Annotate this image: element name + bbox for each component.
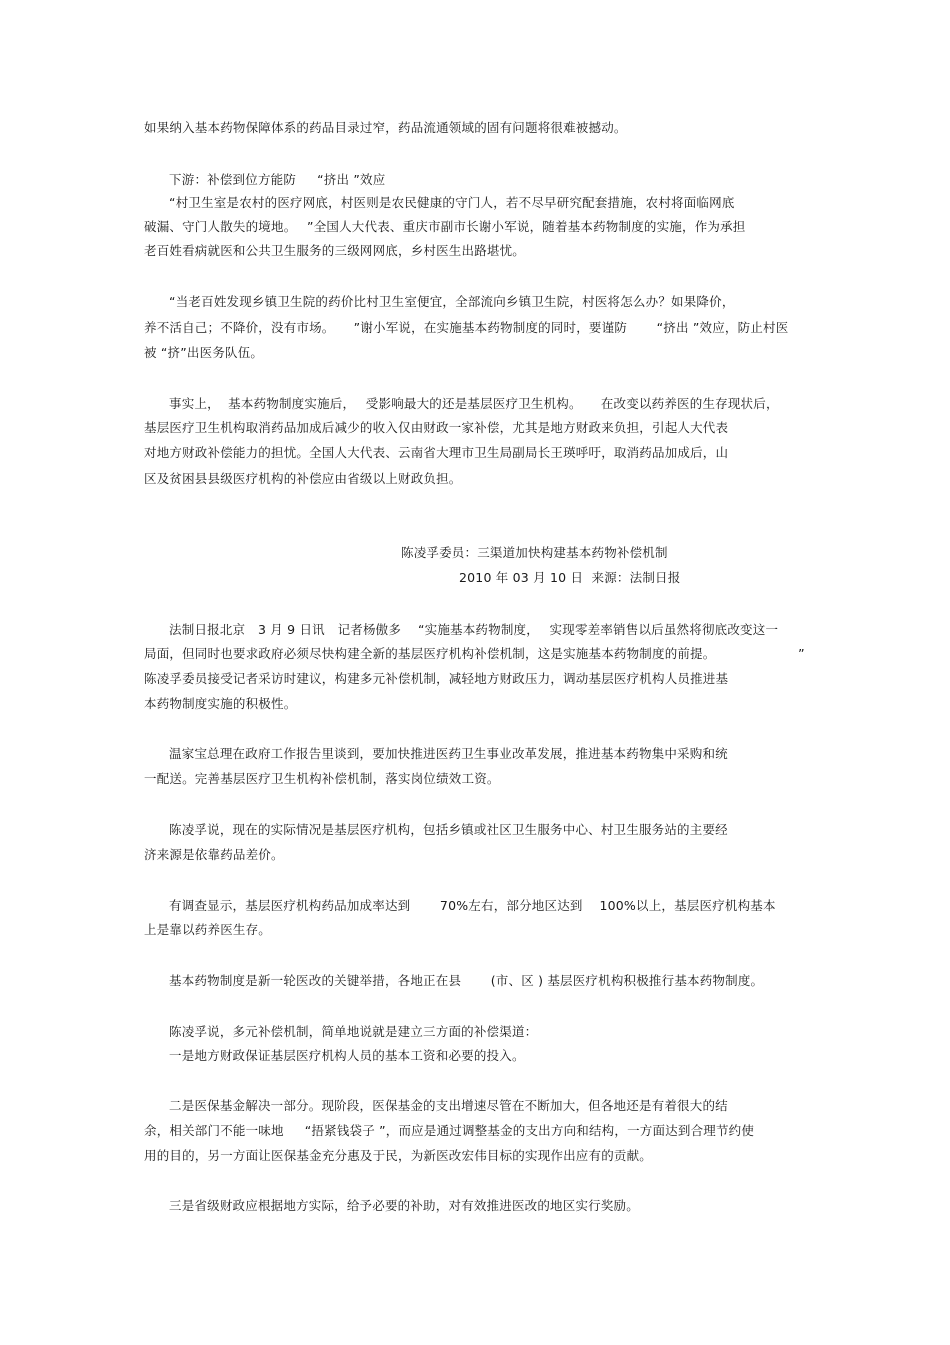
text-line: 区及贫困县县级医疗机构的补偿应由省级以上财政负担。 bbox=[144, 471, 462, 486]
text-line: 余，相关部门不能一味地 “捂紧钱袋子 ”，而应是通过调整基金的支出方向和结构，一方面达到合理节约使 bbox=[144, 1123, 755, 1138]
text-line: 法制日报北京 3 月 9 日讯 记者杨傲多 “实施基本药物制度， 实现零差率销售以后虽然将彻底改变这一 bbox=[144, 622, 779, 637]
text-line: 对地方财政补偿能力的担忧。全国人大代表、云南省大理市卫生局副局长王瑛呼吁，取消药品加成后，山 bbox=[144, 445, 729, 460]
text-line: 破漏、守门人散失的境地。 ”全国人大代表、重庆市副市长谢小军说，随着基本药物制度的实施，作为承担 bbox=[144, 219, 746, 234]
text-line: 如果纳入基本药物保障体系的药品目录过窄，药品流通领域的固有问题将很难被撼动。 bbox=[144, 120, 627, 135]
text-line: 有调查显示，基层医疗机构药品加成率达到 70%左右，部分地区达到 100%以上，基层医疗机构基本 bbox=[144, 898, 776, 913]
text-line: “村卫生室是农村的医疗网底，村医则是农民健康的守门人，若不尽早研究配套措施，农村将面临网底 bbox=[144, 195, 735, 210]
text-line: 被 “挤”出医务队伍。 bbox=[144, 345, 264, 360]
text-line: 事实上， 基本药物制度实施后， 受影响最大的还是基层医疗卫生机构。 在改变以药养医的生存现状后， bbox=[144, 396, 779, 411]
text-line: 局面，但同时也要求政府必须尽快构建全新的基层医疗机构补偿机制，这是实施基本药物制度的前提。 ” bbox=[144, 646, 805, 661]
text-line: 基本药物制度是新一轮医改的关键举措，各地正在县 (市、区 ) 基层医疗机构积极推行基本药物制度。 bbox=[144, 973, 764, 988]
article-dateline: 2010 年 03 月 10 日 来源：法制日报 bbox=[459, 570, 681, 585]
text-line: 二是医保基金解决一部分。现阶段，医保基金的支出增速尽管在不断加大，但各地还是有着很大的结 bbox=[144, 1098, 728, 1113]
text-line: 本药物制度实施的积极性。 bbox=[144, 696, 297, 711]
text-line: 基层医疗卫生机构取消药品加成后减少的收入仅由财政一家补偿，尤其是地方财政来负担，引起人大代表 bbox=[144, 420, 729, 435]
text-line: 一配送。完善基层医疗卫生机构补偿机制，落实岗位绩效工资。 bbox=[144, 771, 500, 786]
text-line: 三是省级财政应根据地方实际，给予必要的补助，对有效推进医改的地区实行奖励。 bbox=[144, 1198, 639, 1213]
text-line: 陈凌孚说，多元补偿机制，简单地说就是建立三方面的补偿渠道： bbox=[144, 1024, 538, 1039]
text-line: 养不活自己；不降价，没有市场。 ”谢小军说，在实施基本药物制度的同时，要谨防 “挤出 ”效应，防止村医 bbox=[144, 320, 789, 335]
text-line: 上是靠以药养医生存。 bbox=[144, 922, 272, 937]
text-line: 济来源是依靠药品差价。 bbox=[144, 847, 284, 862]
text-line: 温家宝总理在政府工作报告里谈到，要加快推进医药卫生事业改革发展，推进基本药物集中采购和统 bbox=[144, 746, 728, 761]
text-line: 用的目的，另一方面让医保基金充分惠及于民，为新医改宏伟目标的实现作出应有的贡献。 bbox=[144, 1148, 653, 1163]
text-line: 陈凌孚委员接受记者采访时建议，构建多元补偿机制，减轻地方财政压力，调动基层医疗机构人员推进基 bbox=[144, 671, 729, 686]
article-title: 陈凌孚委员：三渠道加快构建基本药物补偿机制 bbox=[401, 545, 668, 560]
text-line: 一是地方财政保证基层医疗机构人员的基本工资和必要的投入。 bbox=[144, 1048, 525, 1063]
text-line: 老百姓看病就医和公共卫生服务的三级网网底，乡村医生出路堪忧。 bbox=[144, 243, 526, 258]
section-heading: 下游：补偿到位方能防 “挤出 ”效应 bbox=[144, 172, 386, 187]
text-line: 陈凌孚说，现在的实际情况是基层医疗机构，包括乡镇或社区卫生服务中心、村卫生服务站的主要经 bbox=[144, 822, 728, 837]
text-line: “当老百姓发现乡镇卫生院的药价比村卫生室便宜，全部流向乡镇卫生院，村医将怎么办？如果降价， bbox=[144, 294, 735, 309]
